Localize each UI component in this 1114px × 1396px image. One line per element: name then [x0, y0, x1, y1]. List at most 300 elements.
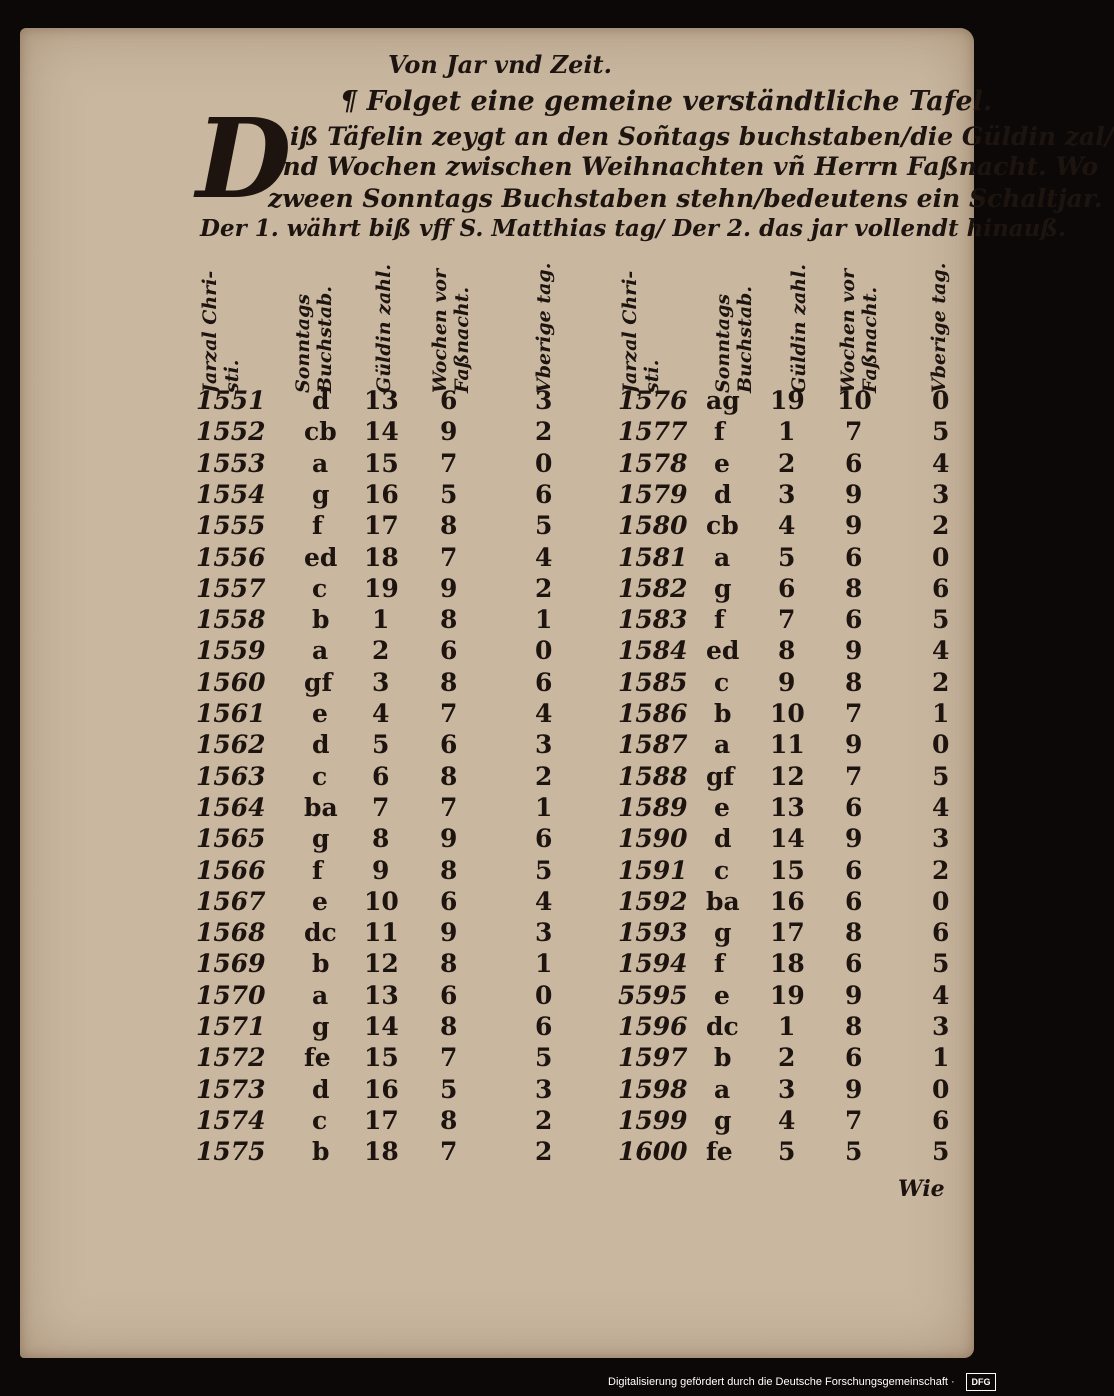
cell-sunday-letter: ba — [304, 792, 338, 822]
cell-remaining-days: 5 — [932, 1137, 950, 1167]
cell-year: 1592 — [618, 886, 688, 916]
cell-golden-number: 15 — [770, 855, 805, 885]
cell-sunday-letter: g — [312, 824, 330, 854]
cell-year: 1587 — [618, 730, 688, 760]
cell-golden-number: 17 — [770, 918, 805, 948]
table-row — [0, 574, 1000, 604]
intro-line-3: zween Sonntags Buchstaben stehn/bedeutens ein Schaltjar. — [268, 184, 1103, 213]
cell-golden-number: 8 — [778, 636, 796, 666]
cell-golden-number: 18 — [364, 542, 399, 572]
cell-sunday-letter: a — [714, 542, 731, 572]
header-text: Güldin zahl. — [788, 264, 811, 393]
header-text: Wochen vor — [429, 268, 452, 393]
cell-sunday-letter: b — [312, 949, 330, 979]
cell-golden-number: 9 — [372, 855, 390, 885]
cell-weeks: 6 — [845, 1043, 863, 1073]
cell-sunday-letter: fe — [304, 1043, 331, 1073]
header-weeks-before-shrovetide-left — [420, 243, 484, 393]
cell-sunday-letter: c — [714, 667, 730, 697]
cell-sunday-letter: a — [714, 730, 731, 760]
table-row — [0, 668, 1000, 698]
cell-year: 1574 — [196, 1105, 266, 1135]
cell-remaining-days: 3 — [932, 1012, 950, 1041]
cell-golden-number: 6 — [372, 761, 390, 791]
cell-remaining-days: 5 — [535, 511, 553, 541]
cell-remaining-days: 1 — [932, 699, 950, 728]
cell-year: 1583 — [618, 605, 688, 635]
cell-weeks: 9 — [845, 636, 863, 666]
cell-weeks: 8 — [440, 667, 458, 697]
cell-golden-number: 3 — [372, 667, 390, 697]
cell-sunday-letter: f — [714, 605, 725, 635]
cell-golden-number: 7 — [372, 792, 390, 822]
cell-sunday-letter: dc — [706, 1012, 739, 1041]
cell-year: 1559 — [196, 636, 266, 666]
cell-year: 1553 — [196, 448, 266, 478]
cell-golden-number: 7 — [778, 605, 796, 635]
header-year-left — [190, 243, 254, 393]
cell-golden-number: 1 — [778, 417, 796, 447]
cell-weeks: 8 — [440, 605, 458, 635]
cell-weeks: 8 — [845, 918, 863, 948]
cell-year: 1557 — [196, 573, 266, 603]
cell-year: 1594 — [618, 949, 688, 979]
cell-year: 1558 — [196, 605, 266, 635]
cell-year: 1567 — [196, 886, 266, 916]
cell-year: 1554 — [196, 479, 266, 509]
cell-weeks: 7 — [440, 448, 458, 478]
cell-weeks: 7 — [440, 1137, 458, 1167]
cell-year: 1593 — [618, 918, 688, 948]
cell-remaining-days: 2 — [932, 855, 950, 885]
table-row — [0, 1137, 1000, 1167]
cell-weeks: 9 — [845, 479, 863, 509]
cell-remaining-days: 0 — [932, 542, 950, 572]
cell-remaining-days: 4 — [932, 448, 950, 478]
header-text: Vberige tag. — [928, 262, 951, 393]
table-row — [0, 887, 1000, 917]
table-row — [0, 1043, 1000, 1073]
header-remaining-days-left — [513, 243, 577, 393]
cell-golden-number: 15 — [364, 1043, 399, 1073]
cell-sunday-letter: d — [312, 1074, 330, 1104]
cell-golden-number: 1 — [372, 605, 390, 635]
table-row — [0, 1012, 1000, 1042]
cell-weeks: 7 — [845, 699, 863, 728]
cell-weeks: 10 — [837, 386, 872, 415]
cell-weeks: 9 — [440, 417, 458, 447]
cell-sunday-letter: c — [312, 1105, 328, 1135]
header-year-right — [610, 243, 674, 393]
cell-sunday-letter: g — [714, 918, 732, 948]
header-text: Vberige tag. — [533, 262, 556, 393]
cell-weeks: 6 — [440, 386, 458, 415]
cell-sunday-letter: gf — [706, 761, 735, 791]
intro-line-4: Der 1. währt biß vff S. Matthias tag/ Der 2. das jar vollendt hinauß. — [200, 215, 1066, 242]
cell-year: 1600 — [618, 1137, 688, 1167]
cell-remaining-days: 6 — [932, 918, 950, 948]
cell-remaining-days: 0 — [932, 1074, 950, 1104]
cell-remaining-days: 0 — [932, 386, 950, 415]
cell-weeks: 9 — [845, 511, 863, 541]
dfg-logo: DFG — [966, 1373, 996, 1391]
cell-remaining-days: 6 — [535, 824, 553, 854]
cell-golden-number: 11 — [364, 918, 399, 948]
cell-weeks: 6 — [845, 605, 863, 635]
header-text: Sonntags — [292, 293, 315, 393]
table-row — [0, 449, 1000, 479]
cell-weeks: 9 — [845, 730, 863, 760]
cell-golden-number: 3 — [778, 479, 796, 509]
cell-sunday-letter: ag — [706, 386, 740, 415]
cell-sunday-letter: fe — [706, 1137, 733, 1167]
cell-sunday-letter: dc — [304, 918, 337, 948]
cell-year: 1597 — [618, 1043, 688, 1073]
cell-golden-number: 5 — [778, 542, 796, 572]
header-golden-number-left — [353, 243, 417, 393]
cell-golden-number: 5 — [372, 730, 390, 760]
cell-golden-number: 5 — [778, 1137, 796, 1167]
cell-weeks: 6 — [845, 542, 863, 572]
cell-remaining-days: 5 — [535, 1043, 553, 1073]
cell-remaining-days: 3 — [535, 386, 553, 415]
header-text: Jarzal Chri- — [199, 270, 222, 393]
cell-golden-number: 10 — [364, 886, 399, 916]
cell-sunday-letter: g — [312, 1012, 330, 1041]
intro-line-1: iß Täfelin zeygt an den Soñtags buchstaben/die Güldin zal/ — [290, 122, 1114, 151]
table-row — [0, 730, 1000, 760]
cell-year: 1568 — [196, 918, 266, 948]
cell-remaining-days: 2 — [535, 1137, 553, 1167]
cell-year: 1599 — [618, 1105, 688, 1135]
cell-golden-number: 18 — [770, 949, 805, 979]
cell-golden-number: 4 — [778, 1105, 796, 1135]
cell-golden-number: 13 — [364, 980, 399, 1010]
cell-remaining-days: 3 — [535, 918, 553, 948]
table-row — [0, 417, 1000, 447]
cell-year: 1589 — [618, 792, 688, 822]
cell-weeks: 7 — [440, 792, 458, 822]
cell-year: 1560 — [196, 667, 266, 697]
cell-weeks: 7 — [440, 1043, 458, 1073]
cell-year: 1566 — [196, 855, 266, 885]
cell-weeks: 6 — [440, 980, 458, 1010]
cell-weeks: 6 — [440, 886, 458, 916]
cell-remaining-days: 2 — [535, 761, 553, 791]
cell-remaining-days: 0 — [932, 886, 950, 916]
cell-year: 1588 — [618, 761, 688, 791]
cell-golden-number: 1 — [778, 1012, 796, 1041]
cell-year: 1590 — [618, 824, 688, 854]
cell-sunday-letter: f — [714, 417, 725, 447]
cell-weeks: 5 — [440, 1074, 458, 1104]
cell-golden-number: 8 — [372, 824, 390, 854]
catchword: Wie — [898, 1176, 945, 1202]
cell-remaining-days: 5 — [932, 761, 950, 791]
cell-weeks: 8 — [440, 855, 458, 885]
cell-weeks: 9 — [440, 918, 458, 948]
cell-year: 1580 — [618, 511, 688, 541]
cell-sunday-letter: cb — [706, 511, 739, 541]
cell-remaining-days: 4 — [932, 636, 950, 666]
header-text: Sonntags — [712, 293, 735, 393]
table-row — [0, 480, 1000, 510]
header-sunday-letter-right — [703, 243, 767, 393]
cell-sunday-letter: a — [714, 1074, 731, 1104]
cell-golden-number: 4 — [372, 699, 390, 728]
cell-sunday-letter: g — [714, 573, 732, 603]
cell-golden-number: 14 — [364, 1012, 399, 1041]
cell-golden-number: 19 — [770, 386, 805, 415]
cell-weeks: 6 — [845, 855, 863, 885]
cell-sunday-letter: ba — [706, 886, 740, 916]
table-row — [0, 856, 1000, 886]
cell-sunday-letter: e — [714, 980, 730, 1010]
cell-golden-number: 2 — [778, 1043, 796, 1073]
cell-golden-number: 13 — [364, 386, 399, 415]
cell-remaining-days: 3 — [535, 730, 553, 760]
cell-remaining-days: 0 — [535, 980, 553, 1010]
cell-golden-number: 6 — [778, 573, 796, 603]
cell-golden-number: 19 — [364, 573, 399, 603]
cell-remaining-days: 5 — [535, 855, 553, 885]
table-row — [0, 918, 1000, 948]
cell-year: 1563 — [196, 761, 266, 791]
header-text: Faßnacht. — [859, 286, 881, 393]
cell-year: 1572 — [196, 1043, 266, 1073]
cell-sunday-letter: ed — [706, 636, 740, 666]
cell-remaining-days: 2 — [535, 1105, 553, 1135]
cell-remaining-days: 2 — [932, 667, 950, 697]
cell-year: 1581 — [618, 542, 688, 572]
cell-sunday-letter: c — [714, 855, 730, 885]
header-text: Buchstab. — [734, 286, 756, 393]
cell-weeks: 7 — [440, 699, 458, 728]
table-row — [0, 1106, 1000, 1136]
cell-weeks: 6 — [440, 636, 458, 666]
cell-year: 1564 — [196, 792, 266, 822]
cell-golden-number: 3 — [778, 1074, 796, 1104]
cell-weeks: 5 — [440, 479, 458, 509]
footer-credit: Digitalisierung gefördert durch die Deutsche Forschungsgemeinschaft · — [608, 1376, 955, 1388]
cell-weeks: 6 — [440, 730, 458, 760]
cell-golden-number: 4 — [778, 511, 796, 541]
cell-year: 1598 — [618, 1074, 688, 1104]
running-head: Von Jar vnd Zeit. — [387, 50, 612, 79]
cell-year: 1551 — [196, 386, 266, 415]
cell-weeks: 9 — [845, 824, 863, 854]
header-text: Faßnacht. — [451, 286, 473, 393]
cell-sunday-letter: d — [312, 730, 330, 760]
header-text: Jarzal Chri- — [619, 270, 642, 393]
cell-golden-number: 12 — [364, 949, 399, 979]
cell-remaining-days: 5 — [932, 949, 950, 979]
cell-weeks: 6 — [845, 949, 863, 979]
cell-year: 5595 — [618, 980, 688, 1010]
cell-remaining-days: 2 — [535, 573, 553, 603]
cell-year: 1585 — [618, 667, 688, 697]
cell-year: 1570 — [196, 980, 266, 1010]
cell-remaining-days: 4 — [932, 980, 950, 1010]
cell-golden-number: 16 — [770, 886, 805, 916]
cell-remaining-days: 4 — [535, 699, 553, 728]
cell-remaining-days: 3 — [535, 1074, 553, 1104]
cell-year: 1569 — [196, 949, 266, 979]
cell-weeks: 9 — [845, 1074, 863, 1104]
table-row — [0, 699, 1000, 729]
cell-sunday-letter: c — [312, 573, 328, 603]
cell-year: 1562 — [196, 730, 266, 760]
cell-golden-number: 16 — [364, 1074, 399, 1104]
cell-remaining-days: 6 — [932, 573, 950, 603]
cell-year: 1577 — [618, 417, 688, 447]
table-row — [0, 1075, 1000, 1105]
cell-weeks: 7 — [845, 761, 863, 791]
table-row — [0, 605, 1000, 635]
cell-remaining-days: 0 — [535, 636, 553, 666]
cell-weeks: 6 — [845, 792, 863, 822]
cell-year: 1579 — [618, 479, 688, 509]
cell-year: 1582 — [618, 573, 688, 603]
cell-year: 1556 — [196, 542, 266, 572]
table-row — [0, 636, 1000, 666]
cell-year: 1586 — [618, 699, 688, 728]
header-text: sti. — [641, 359, 663, 393]
cell-sunday-letter: a — [312, 980, 329, 1010]
cell-sunday-letter: a — [312, 448, 329, 478]
table-row — [0, 762, 1000, 792]
cell-golden-number: 14 — [770, 824, 805, 854]
cell-remaining-days: 1 — [535, 792, 553, 822]
cell-remaining-days: 5 — [932, 417, 950, 447]
cell-remaining-days: 1 — [535, 949, 553, 979]
cell-sunday-letter: f — [312, 855, 323, 885]
cell-sunday-letter: e — [714, 448, 730, 478]
cell-remaining-days: 1 — [535, 605, 553, 635]
table-title: ¶ Folget eine gemeine verständtliche Tafel. — [340, 86, 993, 117]
cell-weeks: 8 — [440, 1105, 458, 1135]
cell-remaining-days: 6 — [535, 667, 553, 697]
cell-weeks: 6 — [845, 886, 863, 916]
header-weeks-before-shrovetide-right — [828, 243, 892, 393]
cell-sunday-letter: e — [714, 792, 730, 822]
cell-weeks: 6 — [845, 448, 863, 478]
header-golden-number-right — [768, 243, 832, 393]
cell-weeks: 9 — [440, 573, 458, 603]
cell-golden-number: 10 — [770, 699, 805, 728]
cell-sunday-letter: b — [714, 1043, 732, 1073]
cell-sunday-letter: c — [312, 761, 328, 791]
intro-line-2: vnd Wochen zwischen Weihnachten vñ Herrn Faßnacht. Wo — [268, 152, 1099, 181]
cell-weeks: 7 — [440, 542, 458, 572]
cell-remaining-days: 0 — [932, 730, 950, 760]
cell-year: 1565 — [196, 824, 266, 854]
cell-sunday-letter: a — [312, 636, 329, 666]
decorated-initial: D — [196, 94, 292, 223]
cell-remaining-days: 4 — [932, 792, 950, 822]
cell-sunday-letter: f — [714, 949, 725, 979]
cell-golden-number: 11 — [770, 730, 805, 760]
cell-golden-number: 2 — [778, 448, 796, 478]
cell-sunday-letter: gf — [304, 667, 333, 697]
cell-weeks: 7 — [845, 1105, 863, 1135]
cell-year: 1575 — [196, 1137, 266, 1167]
cell-remaining-days: 6 — [535, 479, 553, 509]
cell-year: 1555 — [196, 511, 266, 541]
cell-sunday-letter: cb — [304, 417, 337, 447]
cell-golden-number: 13 — [770, 792, 805, 822]
cell-year: 1576 — [618, 386, 688, 415]
cell-weeks: 8 — [845, 667, 863, 697]
cell-year: 1578 — [618, 448, 688, 478]
header-text: Wochen vor — [837, 268, 860, 393]
cell-weeks: 8 — [845, 573, 863, 603]
cell-golden-number: 14 — [364, 417, 399, 447]
cell-weeks: 7 — [845, 417, 863, 447]
header-text: Güldin zahl. — [373, 264, 396, 393]
cell-weeks: 8 — [440, 949, 458, 979]
cell-year: 1573 — [196, 1074, 266, 1104]
cell-weeks: 9 — [440, 824, 458, 854]
cell-weeks: 8 — [440, 1012, 458, 1041]
cell-year: 1561 — [196, 699, 266, 728]
cell-remaining-days: 2 — [932, 511, 950, 541]
cell-golden-number: 9 — [778, 667, 796, 697]
cell-sunday-letter: g — [312, 479, 330, 509]
cell-golden-number: 18 — [364, 1137, 399, 1167]
cell-sunday-letter: e — [312, 886, 328, 916]
cell-golden-number: 17 — [364, 1105, 399, 1135]
cell-sunday-letter: b — [312, 1137, 330, 1167]
cell-golden-number: 17 — [364, 511, 399, 541]
cell-weeks: 5 — [845, 1137, 863, 1167]
table-row — [0, 949, 1000, 979]
cell-golden-number: 15 — [364, 448, 399, 478]
table-row — [0, 511, 1000, 541]
cell-sunday-letter: b — [714, 699, 732, 728]
cell-remaining-days: 0 — [535, 448, 553, 478]
table-row — [0, 981, 1000, 1011]
table-row — [0, 824, 1000, 854]
cell-year: 1591 — [618, 855, 688, 885]
cell-year: 1596 — [618, 1012, 688, 1041]
cell-year: 1571 — [196, 1012, 266, 1041]
cell-weeks: 9 — [845, 980, 863, 1010]
table-row — [0, 543, 1000, 573]
cell-weeks: 8 — [440, 511, 458, 541]
cell-golden-number: 2 — [372, 636, 390, 666]
header-text: sti. — [221, 359, 243, 393]
cell-remaining-days: 2 — [535, 417, 553, 447]
cell-sunday-letter: d — [714, 479, 732, 509]
cell-sunday-letter: g — [714, 1105, 732, 1135]
cell-golden-number: 12 — [770, 761, 805, 791]
cell-remaining-days: 4 — [535, 542, 553, 572]
header-remaining-days-right — [908, 243, 972, 393]
cell-golden-number: 19 — [770, 980, 805, 1010]
cell-sunday-letter: ed — [304, 542, 338, 572]
cell-remaining-days: 6 — [535, 1012, 553, 1041]
cell-sunday-letter: b — [312, 605, 330, 635]
cell-sunday-letter: d — [714, 824, 732, 854]
header-text: Buchstab. — [314, 286, 336, 393]
cell-remaining-days: 6 — [932, 1105, 950, 1135]
cell-remaining-days: 3 — [932, 824, 950, 854]
cell-remaining-days: 1 — [932, 1043, 950, 1073]
cell-weeks: 8 — [440, 761, 458, 791]
header-sunday-letter-left — [283, 243, 347, 393]
cell-remaining-days: 4 — [535, 886, 553, 916]
